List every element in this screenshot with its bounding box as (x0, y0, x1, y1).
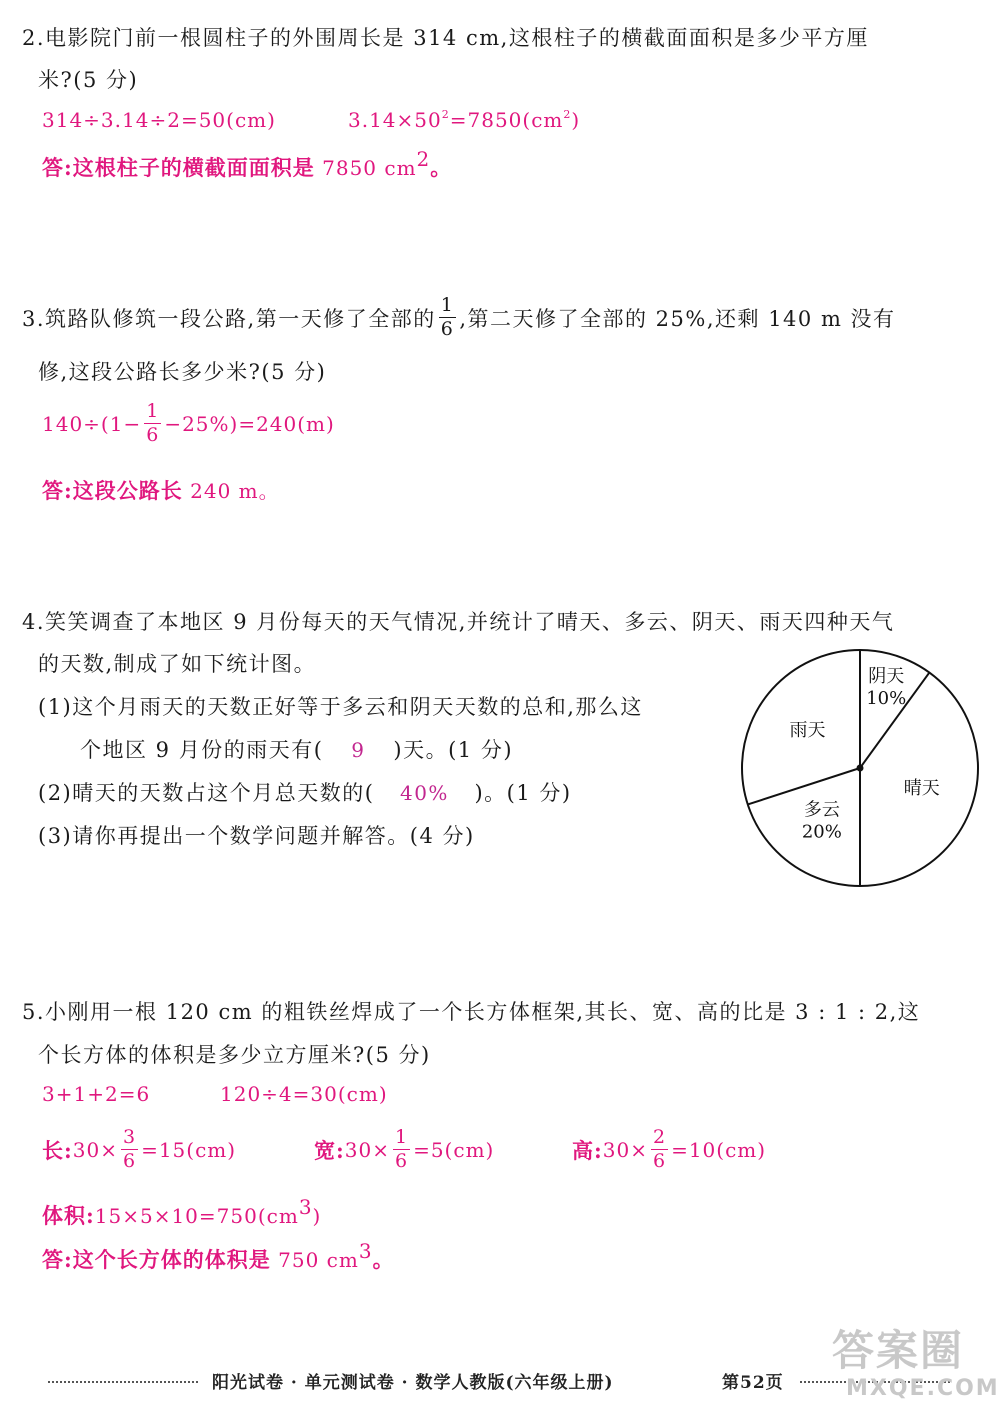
q4-sub2: (2)晴天的天数占这个月总天数的( 40% )。(1 分) (38, 781, 572, 805)
pie-center-dot (857, 765, 864, 772)
pie-slice-percent: 10% (866, 688, 907, 710)
watermark-logo: 答案圈 (832, 1326, 965, 1375)
q2-calc1: 314÷3.14÷2=50(cm) (42, 108, 276, 132)
weather-pie-chart (730, 638, 992, 900)
q2-line1: 2.电影院门前一根圆柱子的外围周长是 314 cm,这根柱子的横截面面积是多少平方厘 (22, 26, 869, 50)
q5-calc2: 120÷4=30(cm) (220, 1082, 388, 1106)
footer-divider-left (48, 1381, 198, 1383)
q5-height: 高: 30× $\frac{2}{6}$ =10(cm) (572, 1126, 767, 1172)
q3-calc: 140÷(1− $\frac{1}{6}$ −25%)=240(m) (42, 400, 335, 446)
q4-line1: 4.笑笑调查了本地区 9 月份每天的天气情况,并统计了晴天、多云、阴天、雨天四种天气 (22, 610, 895, 634)
pie-slice-label: 多云 (803, 799, 840, 821)
q5-line2: 个长方体的体积是多少立方厘米?(5 分) (38, 1043, 431, 1067)
q4-sub3: (3)请你再提出一个数学问题并解答。(4 分) (38, 824, 475, 848)
q4-sub1-line1: (1)这个月雨天的天数正好等于多云和阴天天数的总和,那么这 (38, 695, 643, 719)
q5-length: 长: 30× $\frac{3}{6}$ =15(cm) (42, 1126, 237, 1172)
q2-answer: 答:这根柱子的横截面面积是 7850 $cm^2$。 (42, 147, 453, 180)
q3-fraction: $\frac{1}{6}$ (440, 294, 455, 340)
q4-sub2-answer: 40% (399, 781, 449, 805)
footer-title: 阳光试卷 · 单元测试卷 · 数学人教版(六年级上册) (212, 1373, 614, 1393)
q2-calc2: $3.14\times 50^2=7850(cm^2)$ (348, 108, 581, 132)
pie-slice-label: 晴天 (903, 778, 940, 800)
q4-sub1-answer: 9 (351, 738, 366, 762)
q5-line1: 5.小刚用一根 120 cm 的粗铁丝焊成了一个长方体框架,其长、宽、高的比是 3 : 1 : 2,这 (22, 1000, 921, 1024)
q4-line2: 的天数,制成了如下统计图。 (38, 652, 317, 676)
q4-sub1-line2: 个地区 9 月份的雨天有( 9 )天。(1 分) (80, 738, 514, 762)
q5-calc1: 3+1+2=6 (42, 1082, 151, 1106)
pie-slice-label: 阴天 (868, 666, 905, 688)
q3-line1: 3.筑路队修筑一段公路,第一天修了全部的 $\frac{1}{6}$ ,第二天修了全部的 25%,还剩 140 m 没有 (22, 294, 896, 340)
q5-width: 宽: 30× $\frac{1}{6}$ =5(cm) (314, 1126, 495, 1172)
pie-slice-percent: 20% (801, 821, 842, 843)
watermark-url: MXQE.COM (846, 1376, 1000, 1401)
q5-volume: 体积$:15\times 5\times 10=750(cm^3)$ (42, 1195, 322, 1228)
q3-answer: 答:这段公路长 240 m。 (42, 478, 280, 503)
pie-slice-label: 雨天 (789, 719, 826, 741)
page-number: 第52页 (722, 1373, 784, 1393)
q3-line2: 修,这段公路长多少米?(5 分) (38, 360, 327, 384)
q5-answer: 答:这个长方体的体积是 750 $cm^3$。 (42, 1239, 395, 1272)
q2-line2: 米?(5 分) (38, 68, 139, 92)
